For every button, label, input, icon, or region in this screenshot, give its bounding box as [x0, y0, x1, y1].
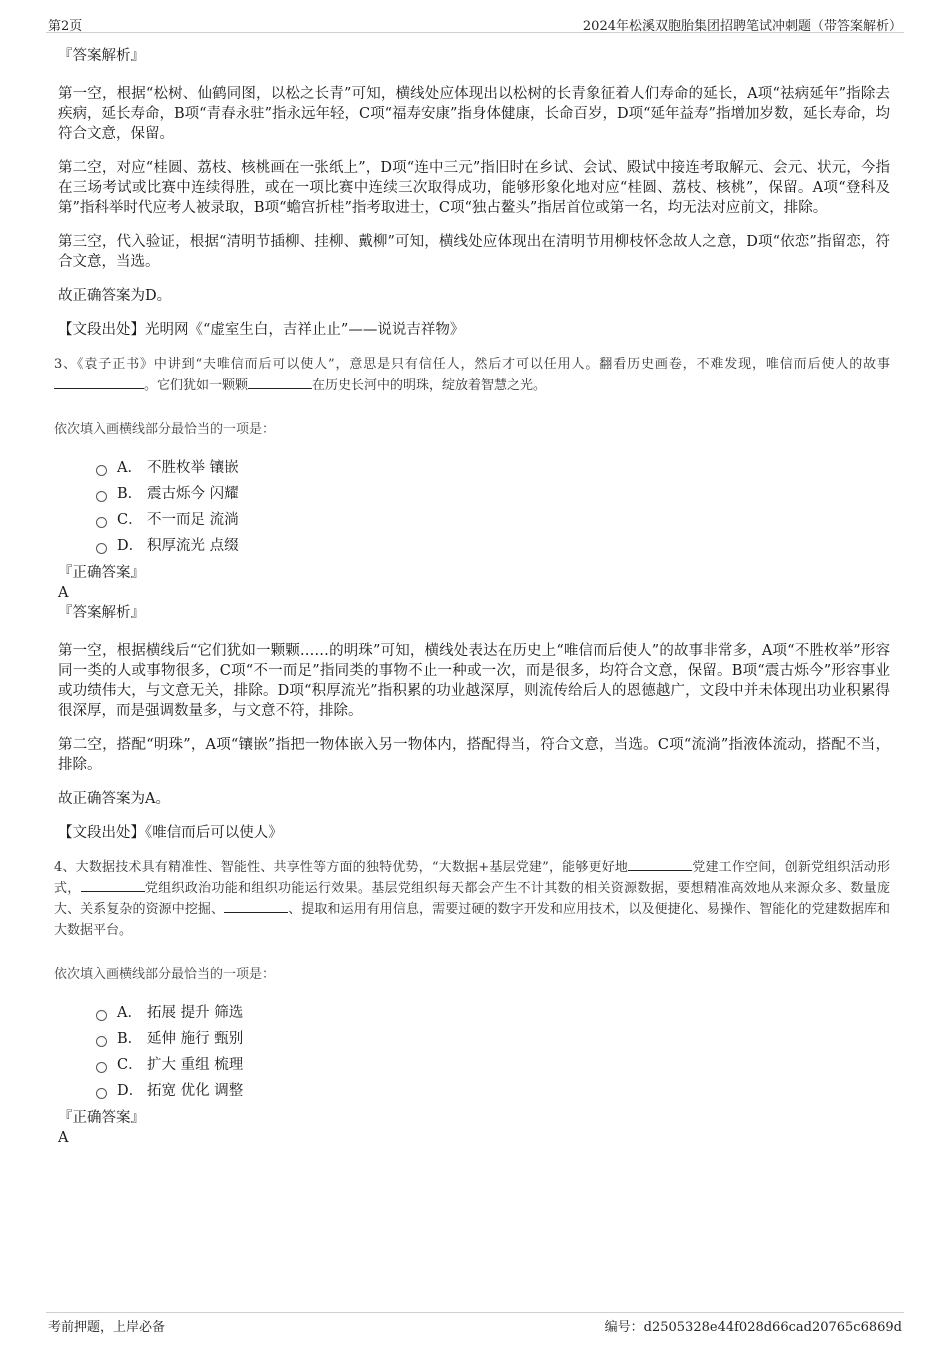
option-c[interactable]: C． 不一而足 流淌: [96, 507, 890, 533]
question-stem: [54, 354, 890, 396]
document-title: 2024年松溪双胞胎集团招聘笔试冲刺题（带答案解析）: [582, 19, 902, 34]
radio-icon[interactable]: [96, 543, 107, 554]
answer-heading: 『正确答案』: [58, 565, 145, 581]
analysis-paragraph: 第三空，代入验证，根据“清明节插柳、挂柳、戴柳”可知，横线处应体现出在清明节用柳枝怀念故人之意，D项“依恋”指留恋，符合文意，当选。: [58, 234, 890, 270]
conclusion: 故正确答案为A。: [58, 791, 170, 807]
correct-answer: A: [58, 1130, 69, 1146]
option-c[interactable]: C． 扩大 重组 梳理: [96, 1052, 890, 1078]
stem-text: 在历史长河中的明珠，绽放着智慧之光。: [312, 378, 547, 393]
source-citation: 【文段出处】《唯信而后可以使人》: [58, 825, 283, 841]
stem-text: 、提取和运用有用信息，需要过硬的数字开发和应用技术，以及便捷化、易操作、智能化的党建数据库和大数据平台。: [54, 902, 890, 938]
analysis-heading: 『答案解析』: [58, 48, 145, 64]
radio-icon[interactable]: [96, 517, 107, 528]
option-d[interactable]: D． 拓宽 优化 调整: [96, 1078, 890, 1104]
option-b[interactable]: B． 延伸 施行 甄别: [96, 1026, 890, 1052]
footer-slogan: 考前押题，上岸必备: [48, 1320, 166, 1335]
option-a[interactable]: A． 不胜枚举 镶嵌: [96, 455, 890, 481]
page-header: [46, 10, 904, 33]
answer-heading: 『正确答案』: [58, 1110, 145, 1126]
analysis-paragraph: 第一空，根据横线后“它们犹如一颗颗……的明珠”可知，横线处表达在历史上“唯信而后使人”的故事非常多，A项“不胜枚举”形容同一类的人或事物很多，C项“不一而足”指同类的事物不止一种或一次，而是很多，均符合文意，保留。B项“震古烁今”形容事业或功绩伟大，与文意无关，排除。D项“积厚流光”指积累的功业越深厚，则流传给后人的恩德越广，文段中并未体现出功业积累得很深厚，而是强调数量多，与文意不符，排除。: [58, 643, 890, 719]
option-list: [96, 1000, 890, 1104]
page-footer: [46, 1312, 904, 1335]
stem-text: 4、大数据技术具有精准性、智能性、共享性等方面的独特优势，“大数据+基层党建”，能够更好地: [54, 860, 629, 875]
analysis-paragraph: 第二空，对应“桂圆、荔枝、核桃画在一张纸上”，D项“连中三元”指旧时在乡试、会试、殿试中接连考取解元、会元、状元，今指在三场考试或比赛中连续得胜，或在一项比赛中连续三次取得成功，能够形象化地对应“桂圆、荔枝、核桃”，保留。A项“登科及第”指科举时代应考人被录取，B项“蟾宫折桂”指考取进士，C项“独占鳌头”指居首位或第一名，均无法对应前文，排除。: [58, 160, 890, 216]
option-b[interactable]: B． 震古烁今 闪耀: [96, 481, 890, 507]
radio-icon[interactable]: [96, 491, 107, 502]
question-prompt: 依次填入画横线部分最恰当的一项是：: [54, 422, 276, 437]
stem-text: 党建工作空间，创新党组织活动形式，: [54, 860, 890, 896]
analysis-heading: 『答案解析』: [58, 605, 145, 621]
document-body: [54, 40, 890, 1146]
radio-icon[interactable]: [96, 1036, 107, 1047]
stem-text: 党组织政治功能和组织功能运行效果。基层党组织每天都会产生不计其数的相关资源数据，要想精准高效地从来源众多、数量庞大、关系复杂的资源中挖掘、: [54, 881, 890, 917]
question-stem: [54, 857, 890, 941]
fill-blank: [54, 375, 144, 389]
source-citation: 【文段出处】光明网《“虚室生白，吉祥止止”——说说吉祥物》: [58, 322, 465, 338]
option-d[interactable]: D． 积厚流光 点缀: [96, 533, 890, 559]
stem-text: 3、《袁子正书》中讲到“夫唯信而后可以使人”，意思是只有信任人，然后才可以任用人。翻看历史画卷，不难发现，唯信而后使人的故事: [54, 357, 890, 372]
radio-icon[interactable]: [96, 1088, 107, 1099]
radio-icon[interactable]: [96, 465, 107, 476]
correct-answer: A: [58, 585, 69, 601]
analysis-paragraph: 第二空，搭配“明珠”，A项“镶嵌”指把一物体嵌入另一物体内，搭配得当，符合文意，当选。C项“流淌”指液体流动，搭配不当，排除。: [58, 737, 890, 773]
conclusion: 故正确答案为D。: [58, 288, 172, 304]
radio-icon[interactable]: [96, 1062, 107, 1073]
fill-blank: [81, 878, 145, 892]
fill-blank: [224, 899, 288, 913]
stem-text: 。它们犹如一颗颗: [144, 378, 249, 393]
radio-icon[interactable]: [96, 1010, 107, 1021]
question-prompt: 依次填入画横线部分最恰当的一项是：: [54, 967, 276, 982]
fill-blank: [628, 857, 692, 871]
analysis-paragraph: 第一空，根据“松树、仙鹤同图，以松之长青”可知，横线处应体现出以松树的长青象征着人们寿命的延长，A项“祛病延年”指除去疾病，延长寿命，B项“青春永驻”指永远年轻，C项“福寿安康”指身体健康，长命百岁，D项“延年益寿”指增加岁数，延长寿命，均符合文意，保留。: [58, 86, 890, 142]
option-a[interactable]: A． 拓展 提升 筛选: [96, 1000, 890, 1026]
fill-blank: [248, 375, 312, 389]
page-number: 第2页: [48, 19, 83, 34]
document-id: 编号：d2505328e44f028d66cad20765c6869d: [604, 1320, 902, 1335]
option-list: [96, 455, 890, 559]
